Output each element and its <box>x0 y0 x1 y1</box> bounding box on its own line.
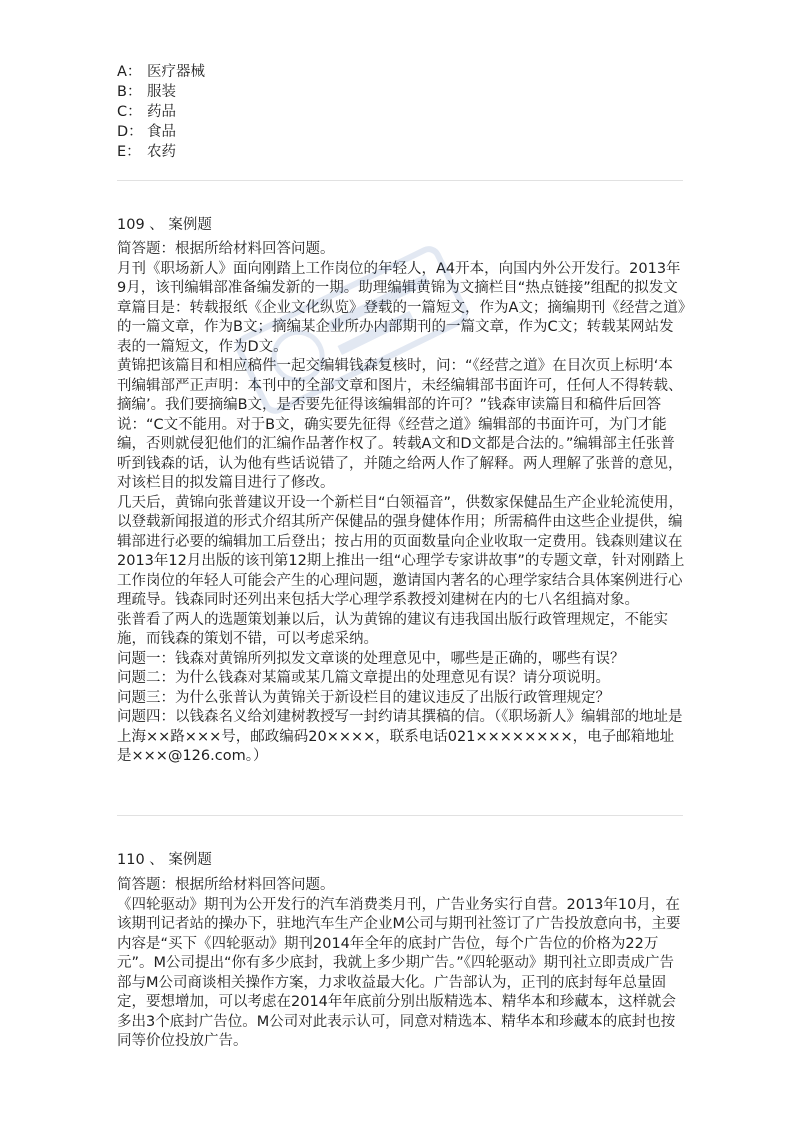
question-109-subquestion: 问题二：为什么钱森对某篇或某几篇文章提出的处理意见有误？请分项说明。 <box>117 670 610 686</box>
question-110-prompt: 简答题：根据所给材料回答问题。 <box>117 877 335 893</box>
question-109-subquestion: 问题一：钱森对黄锦所列拟发文章谈的处理意见中，哪些是正确的，哪些有误？ <box>117 650 625 667</box>
option-a <box>117 62 205 82</box>
question-109-subquestion: 问题四：以钱森名义给刘建树教授写一封约请其撰稿的信。（《职场新人》编辑部的地址是上海××路×××号，邮政编码20××××，联系电话021××××××××，电子邮箱地址是×××@126.com。） <box>117 709 683 764</box>
option-e-text: 农药 <box>147 144 176 160</box>
question-109-number: 109 、 <box>117 217 164 233</box>
option-a-text: 医疗器械 <box>147 64 205 80</box>
option-b-key: B： <box>117 84 142 100</box>
question-110-header <box>117 850 212 870</box>
option-e-key: E： <box>117 144 141 160</box>
question-109-header <box>117 215 212 235</box>
divider <box>117 815 683 816</box>
option-c-text: 药品 <box>147 104 176 120</box>
option-a-key: A： <box>117 64 142 80</box>
option-d-text: 食品 <box>147 124 176 140</box>
question-109-paragraph: 黄锦把该篇目和相应稿件一起交编辑钱森复核时，问：“《经营之道》在目次页上标明‘本刊编辑部严正声明：本刊中的全部文章和图片，未经编辑部书面许可，任何人不得转载、摘编’。我们要摘编B文，是否要先征得该编辑部的许可？”钱森审读篇目和稿件后回答说：“C文不能用。对于B文，确实要先征得《经营之道》编辑部的书面许可，为门才能编，否则就侵犯他们的汇编作品著作权了。转载A文和D文都是合法的。”编辑部主任张普听到钱森的话，认为他有些话说错了，并随之给两人作了解释。两人理解了张普的意见，对该栏目的拟发篇目进行了修改。 <box>117 358 683 491</box>
option-b <box>117 82 205 102</box>
question-110-number: 110 、 <box>117 852 164 868</box>
question-109-type: 案例题 <box>168 217 212 233</box>
option-d <box>117 122 205 142</box>
option-e <box>117 142 205 162</box>
question-109-paragraph: 几天后，黄锦向张普建议开设一个新栏目“白领福音”，供数家保健品生产企业轮流使用，以登载新闻报道的形式介绍其所产保健品的强身健体作用；所需稿件由这些企业提供，编辑部进行必要的编辑加工后登出；按占用的页面数量向企业收取一定费用。钱森则建议在2013年12月出版的该刊第12期上推出一组“心理学专家讲故事”的专题文章，针对刚踏上工作岗位的年轻人可能会产生的心理问题，邀请国内著名的心理学家结合具体案例进行心理疏导。钱森同时还列出来包括大学心理学系教授刘建树在内的七八名组搞对象。 <box>117 494 685 608</box>
option-c-key: C： <box>117 104 142 120</box>
question-109-body <box>117 240 687 767</box>
divider <box>117 180 683 181</box>
question-110-type: 案例题 <box>168 852 212 868</box>
question-110-paragraph: 《四轮驱动》期刊为公开发行的汽车消费类月刊，广告业务实行自营。2013年10月，在该期刊记者站的操办下，驻地汽车生产企业M公司与期刊社签订了广告投放意向书，主要内容是“买下《四轮驱动》期刊2014年全年的底封广告位，每个广告位的价格为22万元”。M公司提出“你有多少底封，我就上多少期广告。”《四轮驱动》期刊社立即责成广告部与M公司商谈相关操作方案，力求收益最大化。广告部认为，正刊的底封每年总量固定，要想增加，可以考虑在2014年年底前分别出版精选本、精华本和珍藏本，这样就会多出3个底封广告位。M公司对此表示认可，同意对精选本、精华本和珍藏本的底封也按同等价位投放广告。 <box>117 896 681 1049</box>
option-d-key: D： <box>117 124 143 140</box>
question-109-paragraph: 月刊《职场新人》面向刚踏上工作岗位的年轻人，A4开本，向国内外公开发行。2013年9月，该刊编辑部准备编发新的一期。助理编辑黄锦为文摘栏目“热点链接”组配的拟发文章篇目是：转载报纸《企业文化纵览》登载的一篇短文，作为A文；摘编期刊《经营之道》的一篇文章，作为B文；摘编某企业所办内部期刊的一篇文章，作为C文；转载某网站发表的一篇短文，作为D文。 <box>117 260 686 355</box>
question-109-paragraph: 张普看了两人的选题策划兼以后，认为黄锦的建议有违我国出版行政管理规定，不能实施，而钱森的策划不错，可以考虑采纳。 <box>117 611 668 647</box>
option-b-text: 服装 <box>147 84 176 100</box>
question-109-subquestion: 问题三：为什么张普认为黄锦关于新设栏目的建议违反了出版行政管理规定？ <box>117 689 610 706</box>
option-c <box>117 102 205 122</box>
option-list <box>117 62 205 162</box>
question-109-prompt: 简答题：根据所给材料回答问题。 <box>117 241 335 257</box>
question-110-body <box>117 876 687 1052</box>
